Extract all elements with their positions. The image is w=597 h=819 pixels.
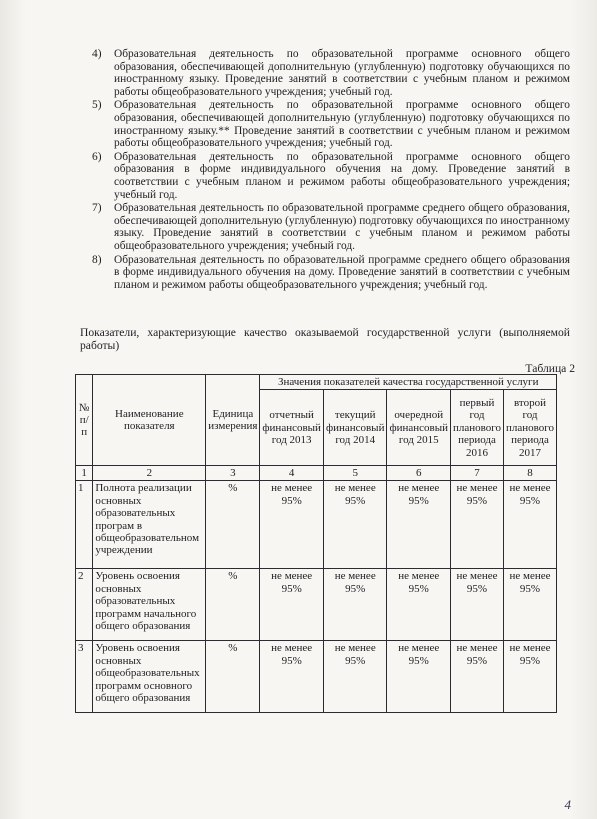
header-year: отчетный финансовый год 2013 [260, 390, 324, 466]
row-name: Полнота реализации основных образовательных програм в общеобразовательном учреждении [93, 481, 206, 569]
row-value: не менее 95% [260, 641, 324, 713]
header-name: Наименование показателя [93, 375, 206, 466]
row-name: Уровень освоения основных образовательных программ начального общего образования [93, 569, 206, 641]
table-label: Таблица 2 [525, 362, 575, 375]
column-index: 2 [93, 466, 206, 481]
list-item [82, 202, 570, 252]
row-value: не менее 95% [260, 569, 324, 641]
table-row [76, 481, 557, 569]
list-item-number: 4) [92, 48, 102, 60]
table-row [76, 641, 557, 713]
row-num: 1 [76, 481, 93, 569]
list-item-text: Образовательная деятельность по образовательной программе основного общего образования, обеспечивающей дополнительную (углубленную) подготовку обучающихся по иностранному языку.** Проведение занятий в соответствии с учебным планом и режимом работы общеобразовательного учреждения; учебный год. [114, 99, 570, 150]
row-value: не менее 95% [387, 481, 451, 569]
row-value: не менее 95% [503, 641, 556, 713]
section-title: Показатели, характеризующие качество оказываемой государственной услуги (выполняемой работы) [80, 326, 570, 352]
row-unit: % [206, 569, 260, 641]
row-value: не менее 95% [323, 641, 387, 713]
list-item-text: Образовательная деятельность по образовательной программе среднего общего образования, обеспечивающей дополнительную (углубленную) подготовку обучающихся по иностранному языку. Проведение занятий в соответствии с учебным планом и режимом работы общеобразовательного учреждения; учебный год. [114, 202, 570, 252]
column-index: 8 [503, 466, 556, 481]
list-item [82, 99, 570, 149]
list-item-number: 6) [92, 150, 102, 163]
table-header-row [76, 375, 557, 390]
table-row [76, 569, 557, 641]
list-item [82, 254, 570, 292]
header-year: очередной финансовый год 2015 [387, 390, 451, 466]
list-item-number: 7) [92, 202, 102, 215]
row-value: не менее 95% [450, 481, 503, 569]
column-index: 4 [260, 466, 324, 481]
row-num: 2 [76, 569, 93, 641]
row-unit: % [206, 481, 260, 569]
header-num: № п/п [76, 375, 93, 466]
row-unit: % [206, 641, 260, 713]
header-year: текущий финансовый год 2014 [323, 390, 387, 466]
header-unit: Единица измерения [206, 375, 260, 466]
column-index: 5 [323, 466, 387, 481]
row-value: не менее 95% [387, 641, 451, 713]
list-item [82, 48, 570, 98]
list-item-text: Образовательная деятельность по образовательной программе среднего общего образования в форме индивидуального обучения на дому. Проведение занятий в соответствии с учебным планом и режимом работы общеобразовательного учреждения; учебный год. [114, 253, 570, 291]
row-value: не менее 95% [450, 641, 503, 713]
header-year: второй год планового периода 2017 [503, 390, 556, 466]
list-item-text: Образовательная деятельность по образовательной программе основного общего образования в форме индивидуального обучения на дому. Проведение занятий в соответствии с учебным планом и режимом работы общеобразовательного учреждения; учебный год. [114, 150, 570, 201]
header-values-group: Значения показателей качества государственной услуги [260, 375, 557, 390]
row-value: не менее 95% [323, 481, 387, 569]
row-value: не менее 95% [260, 481, 324, 569]
header-year: первый год планового периода 2016 [450, 390, 503, 466]
column-index: 3 [206, 466, 260, 481]
column-index: 1 [76, 466, 93, 481]
row-value: не менее 95% [503, 569, 556, 641]
list-item-text: Образовательная деятельность по образовательной программе основного общего образования, обеспечивающей дополнительную (углубленную) подготовку обучающихся по иностранному языку. Проведение занятий в соответствии с учебным планом и режимом работы общеобразовательного учреждения; учебный год. [114, 48, 570, 98]
row-value: не менее 95% [503, 481, 556, 569]
page-number: 4 [564, 797, 571, 812]
row-value: не менее 95% [387, 569, 451, 641]
row-name: Уровень освоения основных общеобразовательных программ основного общего образования [93, 641, 206, 713]
row-num: 3 [76, 641, 93, 713]
list-item [82, 151, 570, 201]
row-value: не менее 95% [450, 569, 503, 641]
list-item-number: 5) [92, 99, 102, 112]
row-value: не менее 95% [323, 569, 387, 641]
quality-indicators-table [75, 374, 557, 713]
column-index: 7 [450, 466, 503, 481]
activity-list [82, 48, 570, 292]
column-index-row [76, 466, 557, 481]
list-item-number: 8) [92, 253, 102, 266]
column-index: 6 [387, 466, 451, 481]
